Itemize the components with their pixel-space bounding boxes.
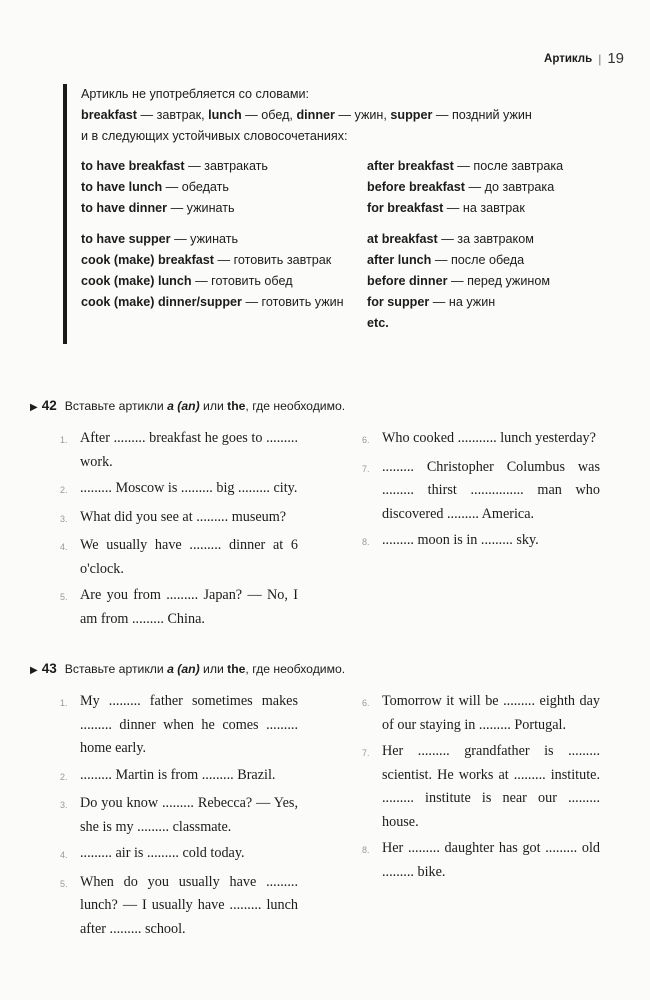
item-text: Who cooked ........... lunch yesterday? — [382, 430, 596, 446]
phrase-grid — [81, 156, 601, 344]
phrase-line — [367, 250, 597, 271]
phrase-english: cook (make) dinner/supper — [81, 295, 242, 309]
exercise-column-left — [60, 427, 298, 634]
phrase-line — [367, 229, 597, 250]
phrase-group — [81, 229, 367, 313]
item-number: 3. — [60, 800, 68, 810]
phrase-english: after breakfast — [367, 159, 454, 173]
meal-translation: — обед, — [241, 108, 297, 122]
exercise-column-right — [362, 427, 600, 634]
phrase-column-left — [81, 156, 367, 344]
meal-translation: — поздний ужин — [432, 108, 532, 122]
phrase-english: for supper — [367, 295, 430, 309]
phrase-english: etc. — [367, 316, 389, 330]
meal-word: supper — [390, 108, 433, 122]
item-number: 8. — [362, 537, 370, 547]
item-text: When do you usually have ......... lunch? — I usually have ......... lunch after ......... school. — [80, 873, 298, 937]
phrase-english: to have breakfast — [81, 159, 185, 173]
phrase-group — [367, 156, 597, 219]
grammar-rule-box — [63, 84, 601, 344]
exercise-item — [362, 529, 600, 555]
item-number: 2. — [60, 771, 68, 782]
running-header — [544, 50, 624, 67]
phrase-russian: — готовить завтрак — [214, 253, 332, 267]
item-number: 7. — [362, 463, 370, 474]
phrase-english: to have supper — [81, 232, 171, 246]
phrase-line — [81, 292, 367, 313]
phrase-line — [367, 292, 597, 313]
item-number: 8. — [362, 845, 370, 855]
item-text: Are you from ......... Japan? — No, I am from ......... China. — [80, 587, 298, 627]
section-title: Артикль — [544, 52, 593, 65]
exercise-item — [60, 764, 298, 790]
phrase-english: before breakfast — [367, 180, 465, 194]
item-number: 6. — [362, 435, 370, 445]
phrase-english: cook (make) breakfast — [81, 253, 214, 267]
exercise-item — [60, 477, 298, 503]
phrase-english: cook (make) lunch — [81, 274, 192, 288]
item-number: 2. — [60, 485, 68, 495]
meal-word: breakfast — [81, 108, 138, 122]
exercise-item — [362, 690, 600, 737]
exercise-instruction: Вставьте артикли a (an) или the, где необходимо. — [64, 662, 346, 676]
item-text: ......... Martin is from ......... Brazil. — [80, 766, 276, 783]
rule-phrases-intro: и в следующих устойчивых словосочетаниях: — [81, 129, 348, 143]
item-number: 5. — [60, 592, 68, 602]
phrase-russian: — после обеда — [431, 253, 525, 267]
item-text: We usually have ......... dinner at 6 o'clock. — [80, 537, 298, 577]
phrase-line — [81, 156, 367, 177]
exercise-item — [362, 740, 600, 834]
meal-translation: — ужин, — [334, 108, 391, 122]
phrase-line — [367, 177, 597, 198]
item-number: 3. — [60, 513, 68, 524]
exercise-item — [60, 427, 298, 474]
phrase-russian: — после завтрака — [453, 159, 564, 173]
meal-translation: — завтрак, — [137, 108, 209, 122]
item-text: What did you see at ......... museum? — [80, 508, 287, 525]
item-number: 1. — [60, 698, 68, 708]
item-text: ......... Christopher Columbus was ......... thirst ............... man who discovered ......... America. — [382, 458, 600, 522]
phrase-russian: — до завтрака — [465, 180, 555, 194]
item-text: ......... air is ......... cold today. — [80, 845, 245, 861]
exercise-item — [362, 837, 600, 884]
rule-intro: Артикль не употребляется со словами: — [81, 87, 310, 101]
phrase-line — [367, 313, 597, 334]
phrase-line — [81, 271, 367, 292]
phrase-english: for breakfast — [367, 201, 444, 215]
phrase-line — [367, 271, 597, 292]
phrase-russian: — на завтрак — [443, 201, 525, 215]
phrase-russian: — ужинать — [170, 232, 239, 246]
header-separator: | — [598, 51, 602, 66]
exercise-item — [60, 584, 298, 631]
phrase-english: to have lunch — [81, 180, 163, 194]
item-number: 4. — [60, 542, 68, 552]
rule-meals-line — [81, 105, 601, 126]
exercise-item — [362, 456, 600, 527]
item-text: Do you know ......... Rebecca? — Yes, she is my ......... classmate. — [80, 795, 298, 835]
exercise-column-right — [362, 690, 600, 944]
item-text: Her ......... grandfather is ......... scientist. He works at ......... institute. ......... institute is near our ......... house. — [382, 743, 600, 830]
exercise-item — [60, 690, 298, 761]
phrase-line — [81, 177, 367, 198]
phrase-russian: — перед ужином — [447, 274, 550, 288]
item-number: 5. — [60, 878, 68, 889]
phrase-russian: — готовить ужин — [241, 295, 344, 309]
phrase-line — [367, 156, 597, 177]
item-text: Her ......... daughter has got ......... old ......... bike. — [382, 840, 600, 880]
exercise-item — [60, 534, 298, 581]
triangle-marker-icon: ▶ — [30, 665, 38, 676]
phrase-english: before dinner — [367, 274, 448, 288]
phrase-column-right — [367, 156, 597, 344]
exercise-number: 42 — [41, 398, 57, 413]
phrase-english: to have dinner — [81, 201, 168, 215]
phrase-line — [81, 229, 367, 250]
item-text: ......... moon is in ......... sky. — [382, 532, 539, 548]
phrase-group — [367, 229, 597, 334]
exercise-43-heading — [30, 661, 345, 676]
exercise-43-body — [60, 690, 600, 944]
item-text: Tomorrow it will be ......... eighth day of our staying in ......... Portugal. — [382, 693, 600, 733]
exercise-instruction: Вставьте артикли a (an) или the, где необходимо. — [64, 399, 346, 413]
phrase-russian: — обедать — [162, 180, 229, 194]
exercise-42-body — [60, 427, 600, 634]
phrase-english: after lunch — [367, 253, 432, 267]
exercise-item — [60, 506, 298, 532]
exercise-item — [60, 842, 298, 868]
meal-word: lunch — [208, 108, 242, 122]
item-number: 6. — [362, 698, 370, 708]
phrase-group — [81, 156, 367, 219]
exercise-item — [60, 792, 298, 839]
item-text: ......... Moscow is ......... big ......... city. — [80, 480, 298, 496]
phrase-english: at breakfast — [367, 232, 438, 246]
phrase-russian: — завтракать — [184, 159, 268, 173]
meal-word: dinner — [296, 108, 335, 122]
phrase-line — [81, 198, 367, 219]
item-number: 4. — [60, 850, 68, 860]
phrase-russian: — готовить обед — [191, 274, 293, 288]
exercise-column-left — [60, 690, 298, 944]
phrase-russian: — за завтраком — [437, 232, 534, 246]
phrase-russian: — ужинать — [167, 201, 235, 215]
exercise-item — [60, 871, 298, 942]
item-text: My ......... father sometimes makes ......... dinner when he comes ......... home early. — [80, 693, 298, 756]
triangle-marker-icon: ▶ — [30, 402, 38, 413]
exercise-item — [362, 427, 600, 453]
item-number: 7. — [362, 748, 370, 758]
exercise-number: 43 — [41, 661, 57, 676]
exercise-42-heading — [30, 398, 345, 413]
page-number: 19 — [607, 50, 624, 67]
phrase-line — [81, 250, 367, 271]
phrase-russian: — на ужин — [429, 295, 496, 309]
phrase-line — [367, 198, 597, 219]
item-text: After ......... breakfast he goes to ......... work. — [80, 430, 298, 470]
item-number: 1. — [60, 435, 68, 445]
